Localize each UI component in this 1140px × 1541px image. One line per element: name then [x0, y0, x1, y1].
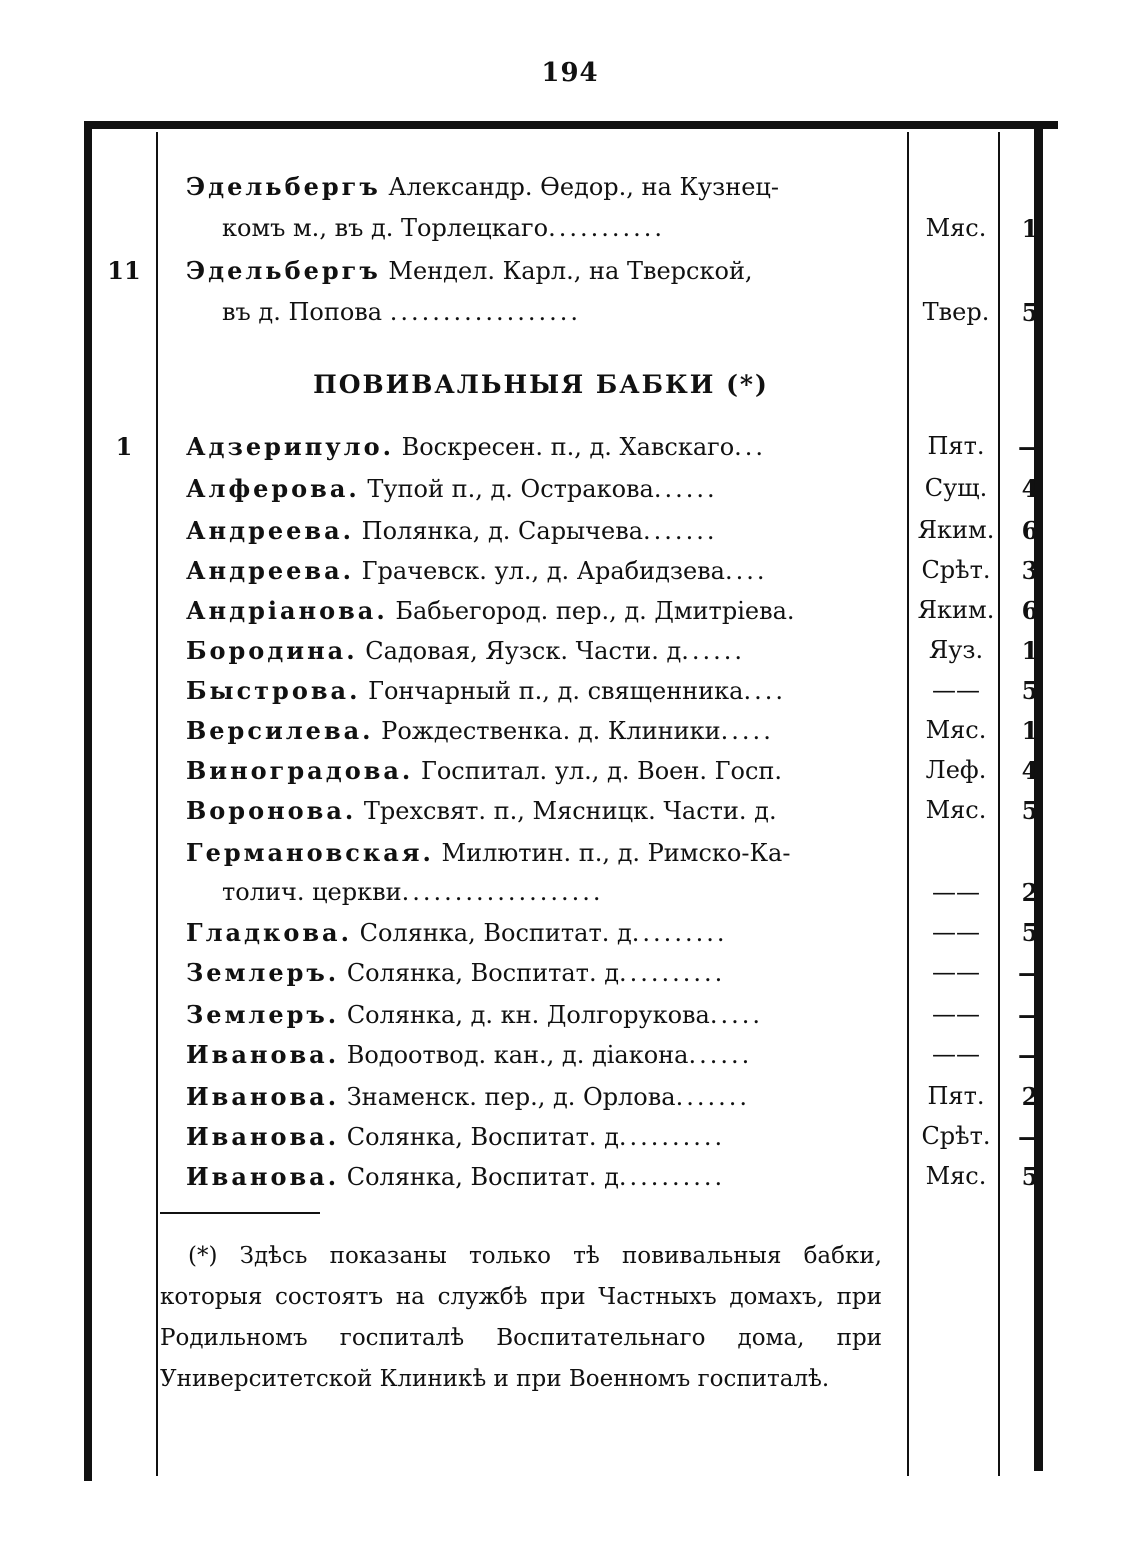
district-cell: Яким. [917, 516, 995, 544]
table-row [0, 672, 1140, 710]
district-cell: Пят. [927, 432, 985, 460]
table-row [0, 914, 1140, 952]
entry-address: Тупой п., д. Остракова [367, 475, 654, 503]
entry-address: Воскресен. п., д. Хавскаго [401, 433, 735, 461]
entry-address: Полянка, д. Сарычева [361, 517, 644, 545]
page-number: 194 [541, 58, 599, 88]
table-row [0, 712, 1140, 750]
entry-address: Водоотвод. кан., д. діакона [346, 1041, 689, 1069]
entry-address: Госпитал. ул., д. Воен. Госп. [420, 757, 783, 785]
table-row [0, 792, 1140, 830]
entry-name: Землеръ. [186, 1000, 340, 1029]
table-row [0, 874, 1140, 912]
section-title: ПОВИВАЛЬНЫЯ БАБКИ (*) [313, 370, 769, 399]
ward-cell: 6 [1021, 516, 1039, 545]
ward-cell: 2 [1021, 878, 1039, 907]
entry-name: Гладкова. [186, 918, 352, 947]
entry-address: Солянка, Воспитат. д [346, 1123, 619, 1151]
ward-cell: 5 [1021, 918, 1039, 947]
ward-cell: — [1018, 432, 1042, 461]
entry-address: въ д. Попова [222, 298, 383, 326]
entry-name: Виноградова. [186, 756, 414, 785]
leader-dots: ... [734, 433, 767, 461]
entry-address: толич. церкви [222, 878, 402, 906]
district-cell: —— [932, 878, 980, 906]
ward-cell: 1 [1021, 214, 1039, 243]
ward-cell: 1 [1021, 716, 1039, 745]
entry-address: Солянка, д. кн. Долгорукова [346, 1001, 710, 1029]
ward-cell: 4 [1021, 474, 1039, 503]
entry-name: Версилева. [186, 716, 374, 745]
table-row [0, 294, 1140, 332]
footnote-rule [160, 1212, 320, 1214]
entry-name: Иванова. [186, 1162, 340, 1191]
entry-address: Солянка, Воспитат. д [359, 919, 632, 947]
district-cell: Мяс. [925, 716, 987, 744]
entry-address: Рождественка. д. Клиники [381, 717, 721, 745]
table-row [0, 512, 1140, 550]
entry-address: Милютин. п., д. Римско-Ка- [441, 839, 791, 867]
table-row [0, 252, 1140, 290]
district-cell: —— [932, 1040, 980, 1068]
table-row [0, 168, 1140, 206]
entry-address: Трехсвят. п., Мясницк. Части. д. [363, 797, 777, 825]
leader-dots: .......... [618, 1123, 726, 1151]
entry-address: Александр. Өедор., на Кузнец- [388, 173, 779, 201]
leader-dots: ................... [401, 878, 604, 906]
entry-name: Иванова. [186, 1040, 340, 1069]
footnote: (*) Здѣсь показаны только тѣ повивальныя бабки, которыя состоятъ на службѣ при Частныхъ домахъ, при Родильномъ госпиталѣ Воспитательнаго дома, при Университетской Клиникѣ и при Военномъ госпиталѣ. [160, 1243, 882, 1392]
district-cell: Срѣт. [921, 556, 991, 584]
district-cell: Яуз. [928, 636, 984, 664]
row-number: 11 [107, 256, 141, 285]
leader-dots: ........... [548, 214, 665, 242]
entry-address: Гончарный п., д. священника [368, 677, 744, 705]
entry-address: Знаменск. пер., д. Орлова [346, 1083, 676, 1111]
district-cell: Пят. [927, 1082, 985, 1110]
ward-cell: — [1018, 1122, 1042, 1151]
table-row [0, 954, 1140, 992]
leader-dots: ...... [681, 637, 746, 665]
leader-dots: ...... [688, 1041, 753, 1069]
entry-name: Андреева. [186, 516, 355, 545]
ward-cell: 5 [1021, 1162, 1039, 1191]
table-row [0, 592, 1140, 630]
entry-name: Иванова. [186, 1122, 340, 1151]
district-cell: Твер. [922, 298, 990, 326]
entry-name: Бородина. [186, 636, 358, 665]
leader-dots: .......... [619, 959, 726, 987]
ward-cell: — [1018, 958, 1042, 987]
district-cell: Срѣт. [921, 1122, 991, 1150]
entry-address: Бабьегород. пер., д. Дмитріева. [395, 597, 795, 625]
entry-name: Эдельбергъ [186, 256, 381, 285]
ward-cell: 3 [1021, 556, 1039, 585]
leader-dots: .................. [389, 298, 582, 326]
table-row [0, 1036, 1140, 1074]
table-row [0, 428, 1140, 466]
table-row [0, 1118, 1140, 1156]
entry-address: Мендел. Карл., на Тверской, [388, 257, 753, 285]
ward-cell: 5 [1021, 298, 1039, 327]
entry-name: Андреева. [186, 556, 355, 585]
entry-name: Иванова. [186, 1082, 340, 1111]
entry-address: Солянка, Воспитат. д [346, 1163, 619, 1191]
entry-address: Солянка, Воспитат. д [346, 959, 619, 987]
table-row [0, 996, 1140, 1034]
ward-cell: 2 [1021, 1082, 1039, 1111]
entry-name: Воронова. [186, 796, 357, 825]
table-row [0, 632, 1140, 670]
district-cell: Мяс. [925, 796, 987, 824]
table-row [0, 1158, 1140, 1196]
district-cell: —— [932, 1000, 980, 1028]
entry-name: Алферова. [186, 474, 360, 503]
ward-cell: 4 [1021, 756, 1039, 785]
leader-dots: ..... [709, 1001, 764, 1029]
entry-address: Грачевск. ул., д. Арабидзева [361, 557, 725, 585]
ward-cell: 1 [1021, 636, 1039, 665]
leader-dots: .......... [618, 1163, 726, 1191]
leader-dots: .... [724, 557, 768, 585]
district-cell: Леф. [925, 756, 987, 784]
leader-dots: ......... [631, 919, 728, 947]
district-cell: —— [932, 676, 980, 704]
leader-dots: ..... [720, 717, 774, 745]
district-cell: Мяс. [925, 214, 987, 242]
leader-dots: .... [743, 677, 786, 705]
district-cell: Яким. [917, 596, 995, 624]
entry-name: Быстрова. [186, 676, 361, 705]
leader-dots: ...... [653, 475, 718, 503]
table-row [0, 1078, 1140, 1116]
entry-name: Землеръ. [186, 958, 340, 987]
district-cell: Мяс. [925, 1162, 987, 1190]
table-top-rule [88, 121, 1058, 129]
table-row [0, 470, 1140, 508]
district-cell: —— [932, 958, 980, 986]
entry-name: Адзерипуло. [186, 432, 394, 461]
entry-address: Садовая, Яузск. Части. д [365, 637, 682, 665]
row-number: 1 [115, 432, 133, 461]
ward-cell: 5 [1021, 796, 1039, 825]
table-row [0, 552, 1140, 590]
ward-cell: 6 [1021, 596, 1039, 625]
entry-address: комъ м., въ д. Торлецкаго [222, 214, 549, 242]
district-cell: —— [932, 918, 980, 946]
entry-name: Эдельбергъ [186, 172, 381, 201]
leader-dots: ....... [643, 517, 718, 545]
entry-name: Германовская. [186, 838, 434, 867]
table-row [0, 752, 1140, 790]
ward-cell: 5 [1021, 676, 1039, 705]
leader-dots: ....... [675, 1083, 750, 1111]
ward-cell: — [1018, 1040, 1042, 1069]
table-row [0, 210, 1140, 248]
ward-cell: — [1018, 1000, 1042, 1029]
table-row [0, 834, 1140, 872]
district-cell: Сущ. [924, 474, 988, 502]
entry-name: Андріанова. [186, 596, 388, 625]
